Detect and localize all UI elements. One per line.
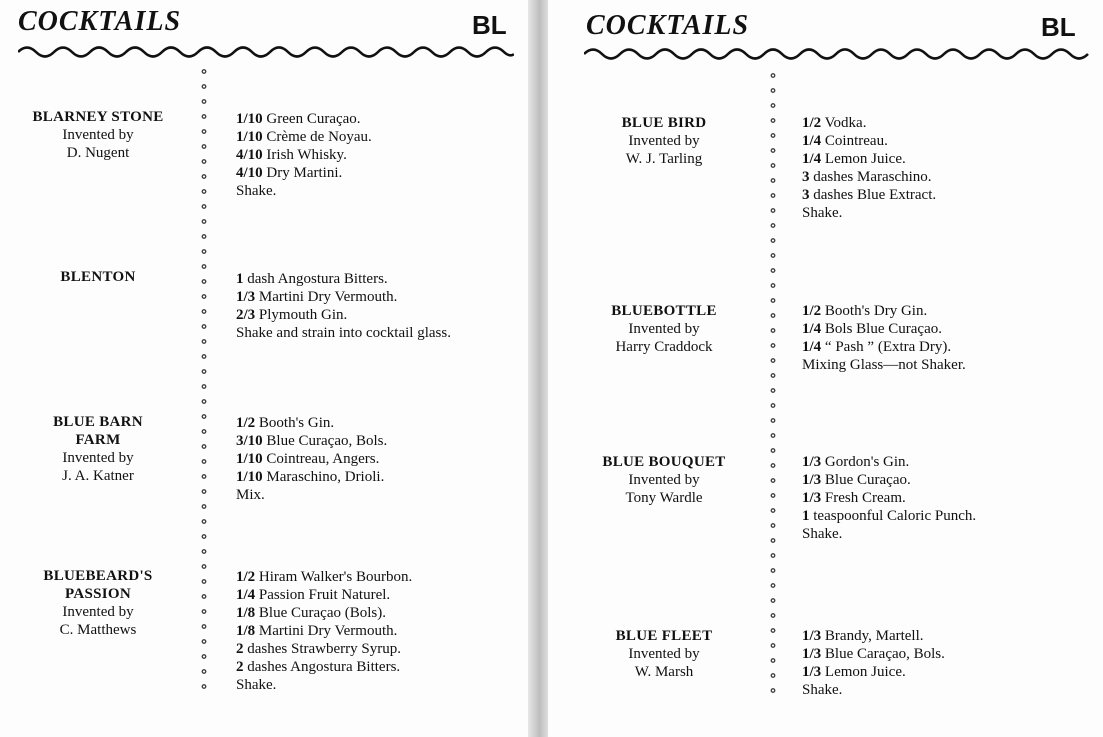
recipe xyxy=(802,114,936,222)
ingredient-text: Martini Dry Vermouth. xyxy=(258,289,398,305)
ingredient-text: Blue Curaçao (Bols). xyxy=(258,605,386,621)
ingredient-line xyxy=(802,471,976,489)
ingredient-line xyxy=(236,110,372,128)
ingredient-amount: 3 xyxy=(802,187,810,203)
method: Shake. xyxy=(236,183,277,199)
ingredient-text: dash Angostura Bitters. xyxy=(247,271,388,287)
method: Shake and strain into cocktail glass. xyxy=(236,325,451,341)
cocktail-name-block xyxy=(584,114,744,168)
ingredient-line xyxy=(802,150,936,168)
invented-by-label: Invented by xyxy=(628,321,700,337)
ingredient-amount: 2/3 xyxy=(236,307,256,323)
ingredient-line xyxy=(802,302,966,320)
ingredient-amount: 1/4 xyxy=(802,133,822,149)
cocktail-name: BLUE BARN xyxy=(53,414,143,430)
ingredient-line xyxy=(802,338,966,356)
ingredient-text: Cointreau. xyxy=(824,133,888,149)
invented-by-label: Invented by xyxy=(62,604,134,620)
ingredient-text: Lemon Juice. xyxy=(824,664,906,680)
left-page xyxy=(0,0,528,737)
cocktail-name: BLARNEY STONE xyxy=(32,109,164,125)
ingredient-amount: 1/2 xyxy=(802,115,822,131)
method: Shake. xyxy=(802,526,843,542)
ingredient-text: Cointreau, Angers. xyxy=(266,451,380,467)
ingredient-text: Green Curaçao. xyxy=(266,111,361,127)
cocktail-name-block xyxy=(584,302,744,356)
cocktail-name: BLENTON xyxy=(60,269,136,285)
recipe xyxy=(802,302,966,374)
ingredient-text: Vodka. xyxy=(824,115,867,131)
ingredient-line xyxy=(802,627,945,645)
ornament-divider xyxy=(198,64,210,690)
ingredient-text: Irish Whisky. xyxy=(266,147,347,163)
ingredient-amount: 1/2 xyxy=(802,303,822,319)
ingredient-text: Lemon Juice. xyxy=(824,151,906,167)
page-header xyxy=(548,6,1103,66)
ingredient-text: Dry Martini. xyxy=(266,165,343,181)
ingredient-text: Crème de Noyau. xyxy=(266,129,372,145)
ingredient-amount: 4/10 xyxy=(236,147,263,163)
ingredient-text: Passion Fruit Naturel. xyxy=(258,587,391,603)
recipe xyxy=(236,414,387,504)
invented-by-label: Invented by xyxy=(628,646,700,662)
ingredient-line xyxy=(236,164,372,182)
method: Mixing Glass—not Shaker. xyxy=(802,357,966,373)
ingredient-text: dashes Maraschino. xyxy=(813,169,932,185)
ingredient-amount: 1/8 xyxy=(236,605,256,621)
invented-by-label: Invented by xyxy=(62,450,134,466)
ingredient-line xyxy=(802,320,966,338)
ingredient-amount: 1/2 xyxy=(236,415,256,431)
ingredient-amount: 1/3 xyxy=(802,628,822,644)
ingredient-amount: 1/10 xyxy=(236,451,263,467)
ingredient-amount: 1 xyxy=(236,271,244,287)
ingredient-line xyxy=(236,604,412,622)
method: Shake. xyxy=(236,677,277,693)
ingredient-amount: 1 xyxy=(802,508,810,524)
ornament-divider xyxy=(767,68,779,694)
ingredient-line xyxy=(236,586,412,604)
ingredient-text: Blue Caraçao, Bols. xyxy=(824,646,945,662)
ingredient-text: dashes Blue Extract. xyxy=(813,187,937,203)
ingredient-amount: 1/8 xyxy=(236,623,256,639)
ingredient-amount: 2 xyxy=(236,641,244,657)
cocktail-name: BLUE FLEET xyxy=(615,628,713,644)
cocktail-name: BLUE BOUQUET xyxy=(602,454,726,470)
cocktail-name-block xyxy=(18,108,178,162)
wave-rule xyxy=(584,46,1089,62)
recipe xyxy=(236,568,412,694)
ingredient-text: Maraschino, Drioli. xyxy=(266,469,385,485)
page-header xyxy=(0,6,528,66)
ingredient-line xyxy=(236,414,387,432)
ingredient-text: Martini Dry Vermouth. xyxy=(258,623,398,639)
ingredient-text: Booth's Gin. xyxy=(258,415,335,431)
ingredient-line xyxy=(802,663,945,681)
ingredient-amount: 1/3 xyxy=(802,664,822,680)
inventor-name: W. Marsh xyxy=(634,664,694,680)
method: Shake. xyxy=(802,682,843,698)
ingredient-amount: 1/3 xyxy=(802,472,822,488)
cocktail-name-block xyxy=(584,453,744,507)
recipe xyxy=(236,110,372,200)
ingredient-line xyxy=(802,186,936,204)
recipe xyxy=(802,627,945,699)
cocktail-name-block xyxy=(18,413,178,485)
ingredient-text: “ Pash ” (Extra Dry). xyxy=(824,339,952,355)
inventor-name: W. J. Tarling xyxy=(625,151,703,167)
page-title: COCKTAILS xyxy=(586,10,750,41)
ingredient-amount: 1/3 xyxy=(236,289,256,305)
cocktail-name-block xyxy=(18,567,178,639)
invented-by-label: Invented by xyxy=(62,127,134,143)
ingredient-text: Blue Curaçao. xyxy=(824,472,911,488)
section-letters: BL xyxy=(472,10,507,40)
right-page xyxy=(548,0,1103,737)
method: Shake. xyxy=(802,205,843,221)
ingredient-amount: 1/2 xyxy=(236,569,256,585)
ingredient-line xyxy=(236,450,387,468)
cocktail-name: FARM xyxy=(75,432,121,448)
inventor-name: C. Matthews xyxy=(59,622,137,638)
ingredient-amount: 1/4 xyxy=(802,151,822,167)
ingredient-amount: 3/10 xyxy=(236,433,263,449)
ingredient-line xyxy=(236,468,387,486)
ingredient-amount: 1/4 xyxy=(802,321,822,337)
ingredient-line xyxy=(236,128,372,146)
inventor-name: Harry Craddock xyxy=(615,339,713,355)
inventor-name: Tony Wardle xyxy=(625,490,703,506)
ingredient-line xyxy=(236,306,451,324)
ingredient-line xyxy=(236,640,412,658)
ingredient-text: Bols Blue Curaçao. xyxy=(824,321,942,337)
ingredient-text: Brandy, Martell. xyxy=(824,628,924,644)
ingredient-line xyxy=(236,146,372,164)
ingredient-line xyxy=(802,507,976,525)
ingredient-line xyxy=(236,270,451,288)
ingredient-text: Booth's Dry Gin. xyxy=(824,303,928,319)
page-title: COCKTAILS xyxy=(18,6,182,37)
ingredient-line xyxy=(802,489,976,507)
ingredient-line xyxy=(802,453,976,471)
cocktail-name: PASSION xyxy=(64,586,131,602)
ingredient-line xyxy=(802,114,936,132)
ingredient-line xyxy=(236,288,451,306)
ingredient-text: dashes Angostura Bitters. xyxy=(247,659,401,675)
ingredient-amount: 4/10 xyxy=(236,165,263,181)
ingredient-amount: 1/10 xyxy=(236,469,263,485)
ingredient-text: Blue Curaçao, Bols. xyxy=(266,433,388,449)
recipe xyxy=(802,453,976,543)
cocktail-name: BLUE BIRD xyxy=(621,115,707,131)
ingredient-line xyxy=(802,132,936,150)
ingredient-line xyxy=(802,168,936,186)
ingredient-text: teaspoonful Caloric Punch. xyxy=(813,508,977,524)
ingredient-line xyxy=(236,658,412,676)
ingredient-amount: 1/3 xyxy=(802,454,822,470)
ingredient-text: dashes Strawberry Syrup. xyxy=(247,641,401,657)
ingredient-amount: 1/10 xyxy=(236,129,263,145)
ingredient-text: Fresh Cream. xyxy=(824,490,906,506)
inventor-name: J. A. Katner xyxy=(62,468,134,484)
ingredient-amount: 2 xyxy=(236,659,244,675)
recipe xyxy=(236,270,451,342)
ingredient-amount: 1/4 xyxy=(236,587,256,603)
ingredient-text: Gordon's Gin. xyxy=(824,454,910,470)
invented-by-label: Invented by xyxy=(628,472,700,488)
wave-rule xyxy=(18,44,514,60)
ingredient-amount: 1/4 xyxy=(802,339,822,355)
ingredient-line xyxy=(236,568,412,586)
section-letters: BL xyxy=(1041,12,1076,42)
method: Mix. xyxy=(236,487,265,503)
cocktail-name-block xyxy=(584,627,744,681)
ingredient-line xyxy=(236,432,387,450)
cocktail-name: BLUEBEARD'S xyxy=(43,568,153,584)
ingredient-text: Plymouth Gin. xyxy=(258,307,348,323)
ingredient-amount: 1/10 xyxy=(236,111,263,127)
invented-by-label: Invented by xyxy=(628,133,700,149)
ingredient-amount: 1/3 xyxy=(802,490,822,506)
ingredient-text: Hiram Walker's Bourbon. xyxy=(258,569,413,585)
ingredient-line xyxy=(236,622,412,640)
cocktail-name-block xyxy=(18,268,178,286)
ingredient-line xyxy=(802,645,945,663)
cocktail-name: BLUEBOTTLE xyxy=(611,303,717,319)
inventor-name: D. Nugent xyxy=(66,145,130,161)
ingredient-amount: 1/3 xyxy=(802,646,822,662)
ingredient-amount: 3 xyxy=(802,169,810,185)
